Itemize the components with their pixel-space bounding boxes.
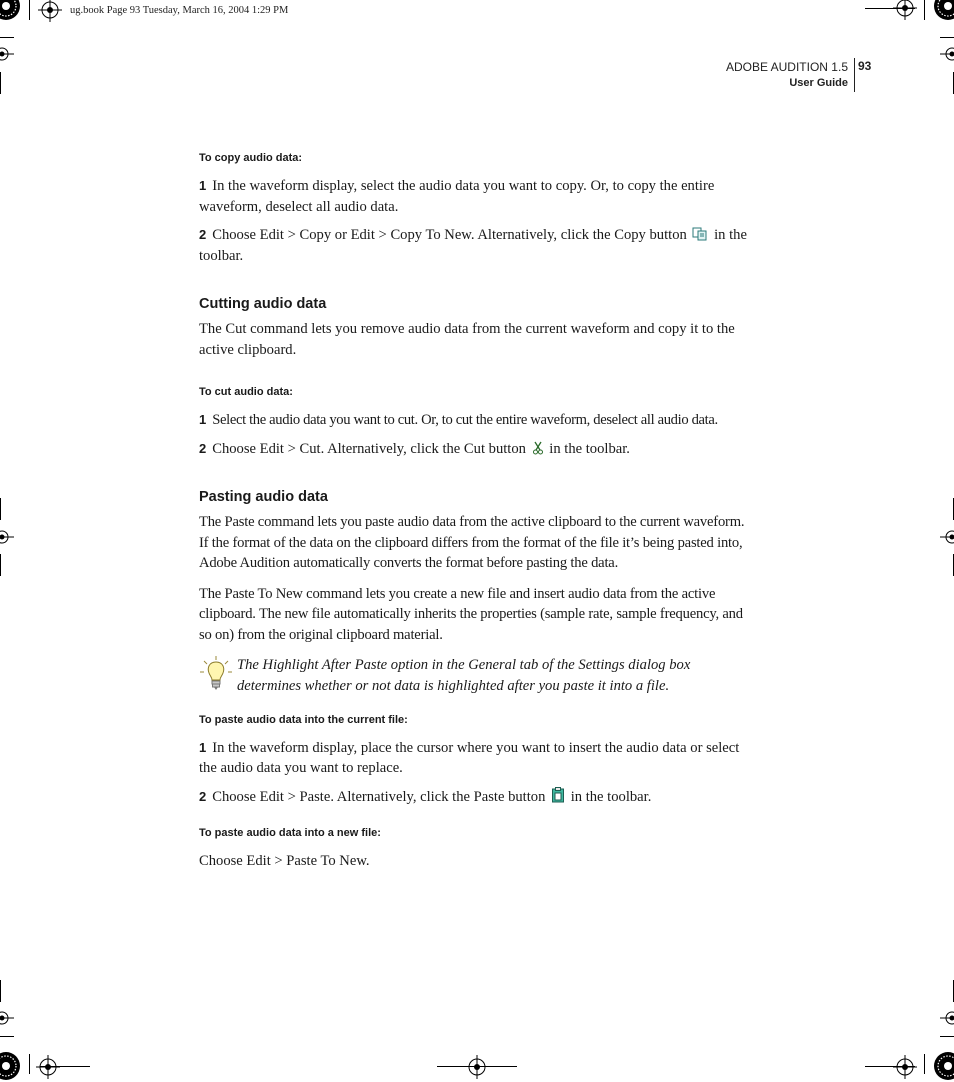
heading-pasting: Pasting audio data <box>199 487 757 507</box>
slug-line: ug.book Page 93 Tuesday, March 16, 2004 1:29 PM <box>70 5 288 16</box>
cut-step-2 <box>199 439 757 460</box>
step-text: Select the audio data you want to cut. Or, to cut the entire waveform, deselect all audio data. <box>212 412 718 428</box>
step-number: 2 <box>199 227 206 242</box>
paste-icon <box>551 787 565 803</box>
procedure-title-cut: To cut audio data: <box>199 384 757 400</box>
procedure-title-paste: To paste audio data into the current file: <box>199 712 757 728</box>
crosshair-icon <box>38 0 62 22</box>
paste-new-text: Choose Edit > Paste To New. <box>199 851 757 872</box>
paste-step-1 <box>199 738 757 779</box>
step-number: 1 <box>199 740 206 755</box>
tip-text: The Highlight After Paste option in the General tab of the Settings dialog box determines whether or not data is highlighted after you paste it into a file. <box>237 655 757 696</box>
step-text: in the toolbar. <box>571 789 652 805</box>
crosshair-icon <box>0 527 14 547</box>
cut-icon <box>532 441 544 455</box>
copy-step-2 <box>199 225 757 266</box>
step-text: In the waveform display, place the cursor where you want to insert the audio data or select the audio data you want to replace. <box>199 740 739 777</box>
step-number: 1 <box>199 412 206 427</box>
step-text: Choose Edit > Copy or Edit > Copy To New. Alternatively, click the Copy button <box>212 227 687 243</box>
heading-cutting: Cutting audio data <box>199 294 757 314</box>
header-divider <box>854 58 855 92</box>
color-target-icon <box>0 1050 22 1082</box>
crosshair-icon <box>893 1055 917 1079</box>
color-target-icon <box>932 1050 954 1082</box>
paste-intro-2: The Paste To New command lets you create a new file and insert audio data from the active clipboard. The new file automatically inherits the properties (sample rate, sample frequency, and so on) from the original clipboard material. <box>199 584 757 646</box>
paste-step-2 <box>199 787 757 808</box>
product-name: ADOBE AUDITION 1.5 <box>726 59 848 75</box>
step-number: 2 <box>199 789 206 804</box>
crosshair-icon <box>465 1055 489 1079</box>
procedure-title-copy: To copy audio data: <box>199 150 757 166</box>
crosshair-icon <box>0 1008 14 1028</box>
step-number: 2 <box>199 441 206 456</box>
crosshair-icon <box>36 1055 60 1079</box>
page-body <box>199 150 757 882</box>
step-text: in the toolbar. <box>199 227 747 264</box>
step-text: In the waveform display, select the audio data you want to copy. Or, to copy the entire waveform, deselect all audio data. <box>199 178 714 215</box>
page-number: 93 <box>858 59 871 73</box>
running-header <box>726 59 848 91</box>
step-number: 1 <box>199 178 206 193</box>
paste-intro-1: The Paste command lets you paste audio data from the active clipboard to the current waveform. If the format of the data on the clipboard differs from the format of the file it’s being pasted into, Adobe Audition automatically converts the format before pasting the data. <box>199 512 757 574</box>
crosshair-icon <box>893 0 917 20</box>
crosshair-icon <box>940 527 954 547</box>
copy-icon <box>692 227 708 241</box>
crosshair-icon <box>940 44 954 64</box>
guide-name: User Guide <box>726 75 848 91</box>
procedure-title-paste-new: To paste audio data into a new file: <box>199 825 757 841</box>
crosshair-icon <box>940 1008 954 1028</box>
color-target-icon <box>0 0 22 22</box>
color-target-icon <box>932 0 954 22</box>
crosshair-icon <box>0 44 14 64</box>
copy-step-1 <box>199 176 757 217</box>
step-text: Choose Edit > Cut. Alternatively, click the Cut button <box>212 441 526 457</box>
cut-intro: The Cut command lets you remove audio data from the current waveform and copy it to the active clipboard. <box>199 319 757 360</box>
step-text: Choose Edit > Paste. Alternatively, click the Paste button <box>212 789 545 805</box>
step-text: in the toolbar. <box>549 441 630 457</box>
tip-note <box>199 655 757 698</box>
lightbulb-icon <box>199 655 237 698</box>
cut-step-1 <box>199 410 757 431</box>
